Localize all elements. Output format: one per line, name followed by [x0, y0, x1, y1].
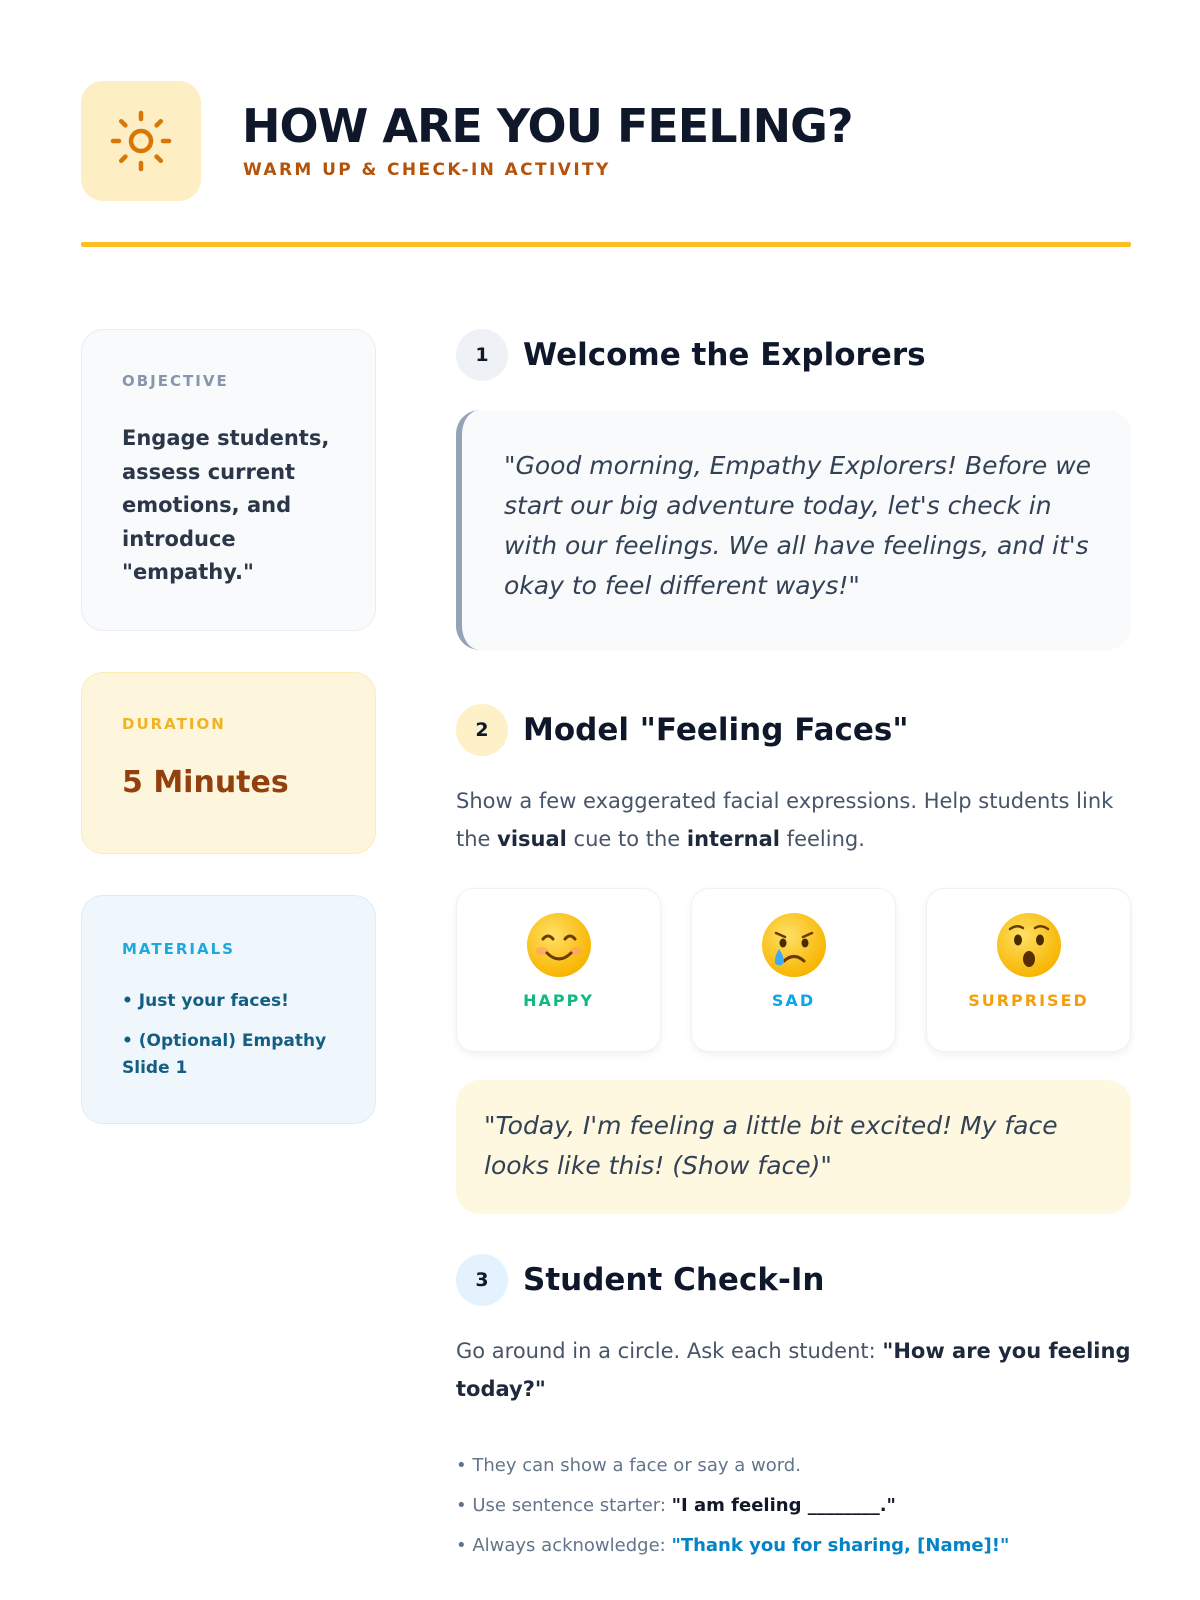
desc-text: Go around in a circle. Ask each student: [456, 1339, 883, 1363]
objective-label: OBJECTIVE [122, 372, 229, 390]
check-in-tips-list [456, 1446, 1131, 1566]
objective-card [81, 329, 376, 631]
step-3-heading [456, 1254, 824, 1306]
tip-item [456, 1526, 1131, 1566]
desc-emphasis: "How are you feeling today?" [456, 1339, 1131, 1401]
tip-text: • Always acknowledge: [456, 1535, 672, 1556]
surprised-face-icon [995, 911, 1063, 979]
welcome-quote: "Good morning, Empathy Explorers! Before we start our big adventure today, let's check in with our feelings. We all have feelings, and it's okay to feel different ways!" [456, 410, 1131, 650]
duration-value: 5 Minutes [122, 765, 289, 800]
desc-emphasis: visual [497, 827, 567, 851]
page-title: HOW ARE YOU FEELING? [242, 99, 853, 153]
tip-item [456, 1486, 1131, 1526]
step-number-badge: 2 [456, 704, 508, 756]
teacher-example-quote: "Today, I'm feeling a little bit excited! My face looks like this! (Show face)" [456, 1080, 1131, 1214]
materials-list [122, 988, 335, 1082]
face-card-surprised [926, 888, 1131, 1052]
duration-card [81, 672, 376, 854]
tip-text: • They can show a face or say a word. [456, 1455, 801, 1476]
materials-card [81, 895, 376, 1124]
page-subtitle: WARM UP & CHECK-IN ACTIVITY [243, 160, 611, 180]
step-title: Model "Feeling Faces" [523, 712, 909, 748]
acknowledgement-phrase: "Thank you for sharing, [Name]!" [671, 1535, 1010, 1556]
step-title: Student Check-In [523, 1262, 825, 1298]
desc-text: feeling. [780, 827, 865, 851]
face-label-happy: HAPPY [523, 991, 594, 1010]
sun-icon [109, 109, 173, 173]
step-2-heading [456, 704, 909, 756]
step-2-description [456, 782, 1131, 858]
step-number-badge: 3 [456, 1254, 508, 1306]
face-label-sad: SAD [771, 991, 816, 1010]
sad-face-icon [760, 911, 828, 979]
header-divider [81, 242, 1131, 247]
tip-text: • Use sentence starter: [456, 1495, 672, 1516]
page-header [81, 81, 1131, 201]
desc-text: cue to the [566, 827, 687, 851]
step-number-badge: 1 [456, 329, 508, 381]
step-1-heading [456, 329, 926, 381]
duration-label: DURATION [122, 715, 226, 733]
sentence-starter: "I am feeling ________." [671, 1495, 896, 1516]
face-label-surprised: SURPRISED [968, 991, 1089, 1010]
step-3-description [456, 1332, 1131, 1408]
happy-face-icon [525, 911, 593, 979]
desc-emphasis: internal [686, 827, 780, 851]
materials-item: • Just your faces! [122, 991, 289, 1011]
objective-text: Engage students, assess current emotions, and introduce "empathy." [122, 426, 330, 584]
tip-item [456, 1446, 1131, 1486]
face-card-sad [691, 888, 896, 1052]
materials-item: • (Optional) Empathy Slide 1 [122, 1031, 327, 1078]
feeling-faces-row [456, 888, 1131, 1052]
logo-badge [81, 81, 201, 201]
desc-text: Show a few exaggerated facial expressions. Help students link the [456, 789, 1114, 851]
step-title: Welcome the Explorers [523, 337, 926, 373]
face-card-happy [456, 888, 661, 1052]
materials-label: MATERIALS [122, 940, 235, 958]
